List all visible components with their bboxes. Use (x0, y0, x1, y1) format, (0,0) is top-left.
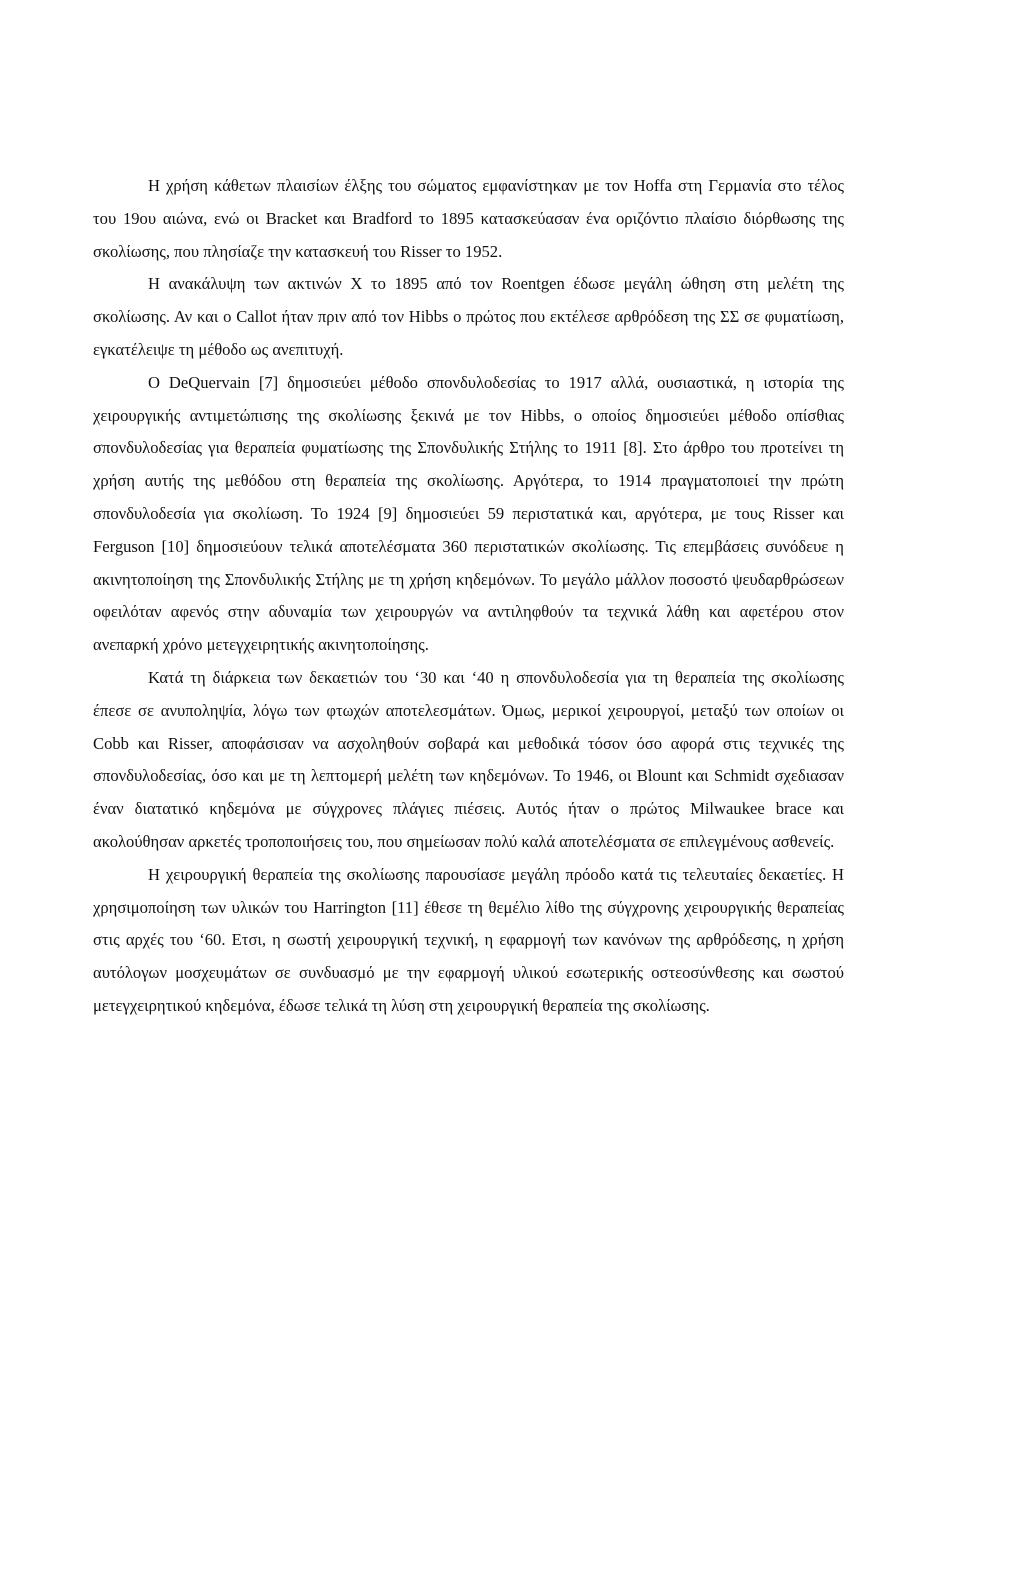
body-text (93, 170, 844, 1023)
paragraph: Η χρήση κάθετων πλαισίων έλξης του σώματος εμφανίστηκαν με τον Hoffa στη Γερμανία στο τέλος του 19ου αιώνα, ενώ οι Bracket και Bradford το 1895 κατασκεύασαν ένα οριζόντιο πλαίσιο διόρθωσης της σκολίωσης, που πλησίαζε την κατασκευή του Risser το 1952. (93, 176, 844, 261)
paragraph: Κατά τη διάρκεια των δεκαετιών του ‘30 και ‘40 η σπονδυλοδεσία για τη θεραπεία της σκολίωσης έπεσε σε ανυποληψία, λόγω των φτωχών αποτελεσμάτων. Όμως, μερικοί χειρουργοί, μεταξύ των οποίων οι Cobb και Risser, αποφάσισαν να ασχοληθούν σοβαρά και μεθοδικά τόσον όσο αφορά στις τεχνικές της σπονδυλοδεσίας, όσο και με τη λεπτομερή μελέτη των κηδεμόνων. Το 1946, οι Blount και Schmidt σχεδιασαν έναν διατατικό κηδεμόνα με σύγχρονες πλάγιες πιέσεις. Αυτός ήταν ο πρώτος Milwaukee brace και ακολούθησαν αρκετές τροποποιήσεις του, που σημείωσαν πολύ καλά αποτελέσματα σε επιλεγμένους ασθενείς. (93, 667, 844, 851)
paragraph: Η ανακάλυψη των ακτινών X το 1895 από τον Roentgen έδωσε μεγάλη ώθηση στη μελέτη της σκολίωσης. Αν και ο Callot ήταν πριν από τον Hibbs ο πρώτος που εκτέλεσε αρθρόδεση της ΣΣ σε φυματίωση, εγκατέλειψε τη μέθοδο ως ανεπιτυχή. (93, 274, 844, 359)
paragraph: Η χειρουργική θεραπεία της σκολίωσης παρουσίασε μεγάλη πρόοδο κατά τις τελευταίες δεκαετίες. Η χρησιμοποίηση των υλικών του Harrington [11] έθεσε τη θεμέλιο λίθο της σύγχρονης χειρουργικής θεραπείας στις αρχές του ‘60. Ετσι, η σωστή χειρουργική τεχνική, η εφαρμογή των κανόνων της αρθρόδεσης, η χρήση αυτόλογων μοσχευμάτων σε συνδυασμό με την εφαρμογή υλικού εσωτερικής οστεοσύνθεσης και σωστού μετεγχειρητικού κηδεμόνα, έδωσε τελικά τη λύση στη χειρουργική θεραπεία της σκολίωσης. (93, 864, 844, 1015)
paragraph: Ο DeQuervain [7] δημοσιεύει μέθοδο σπονδυλοδεσίας το 1917 αλλά, ουσιαστικά, η ιστορία της χειρουργικής αντιμετώπισης της σκολίωσης ξεκινά με τον Hibbs, ο οποίος δημοσιεύει μέθοδο οπίσθιας σπονδυλοδεσίας για θεραπεία φυματίωσης της Σπονδυλικής Στήλης το 1911 [8]. Στο άρθρο του προτείνει τη χρήση αυτής της μεθόδου στη θεραπεία της σκολίωσης. Αργότερα, το 1914 πραγματοποιεί την πρώτη σπονδυλοδεσία για σκολίωση. Το 1924 [9] δημοσιεύει 59 περιστατικά και, αργότερα, με τους Risser και Ferguson [10] δημοσιεύουν τελικά αποτελέσματα 360 περιστατικών σκολίωσης. Τις επεμβάσεις συνόδευε η ακινητοποίηση της Σπονδυλικής Στήλης με τη χρήση κηδεμόνων. Το μεγάλο μάλλον ποσοστό ψευδαρθρώσεων οφειλόταν αφενός στην αδυναμία των χειρουργών να αντιληφθούν τα τεχνικά λάθη και αφετέρου στον ανεπαρκή χρόνο μετεγχειρητικής ακινητοποίησης. (93, 372, 844, 655)
